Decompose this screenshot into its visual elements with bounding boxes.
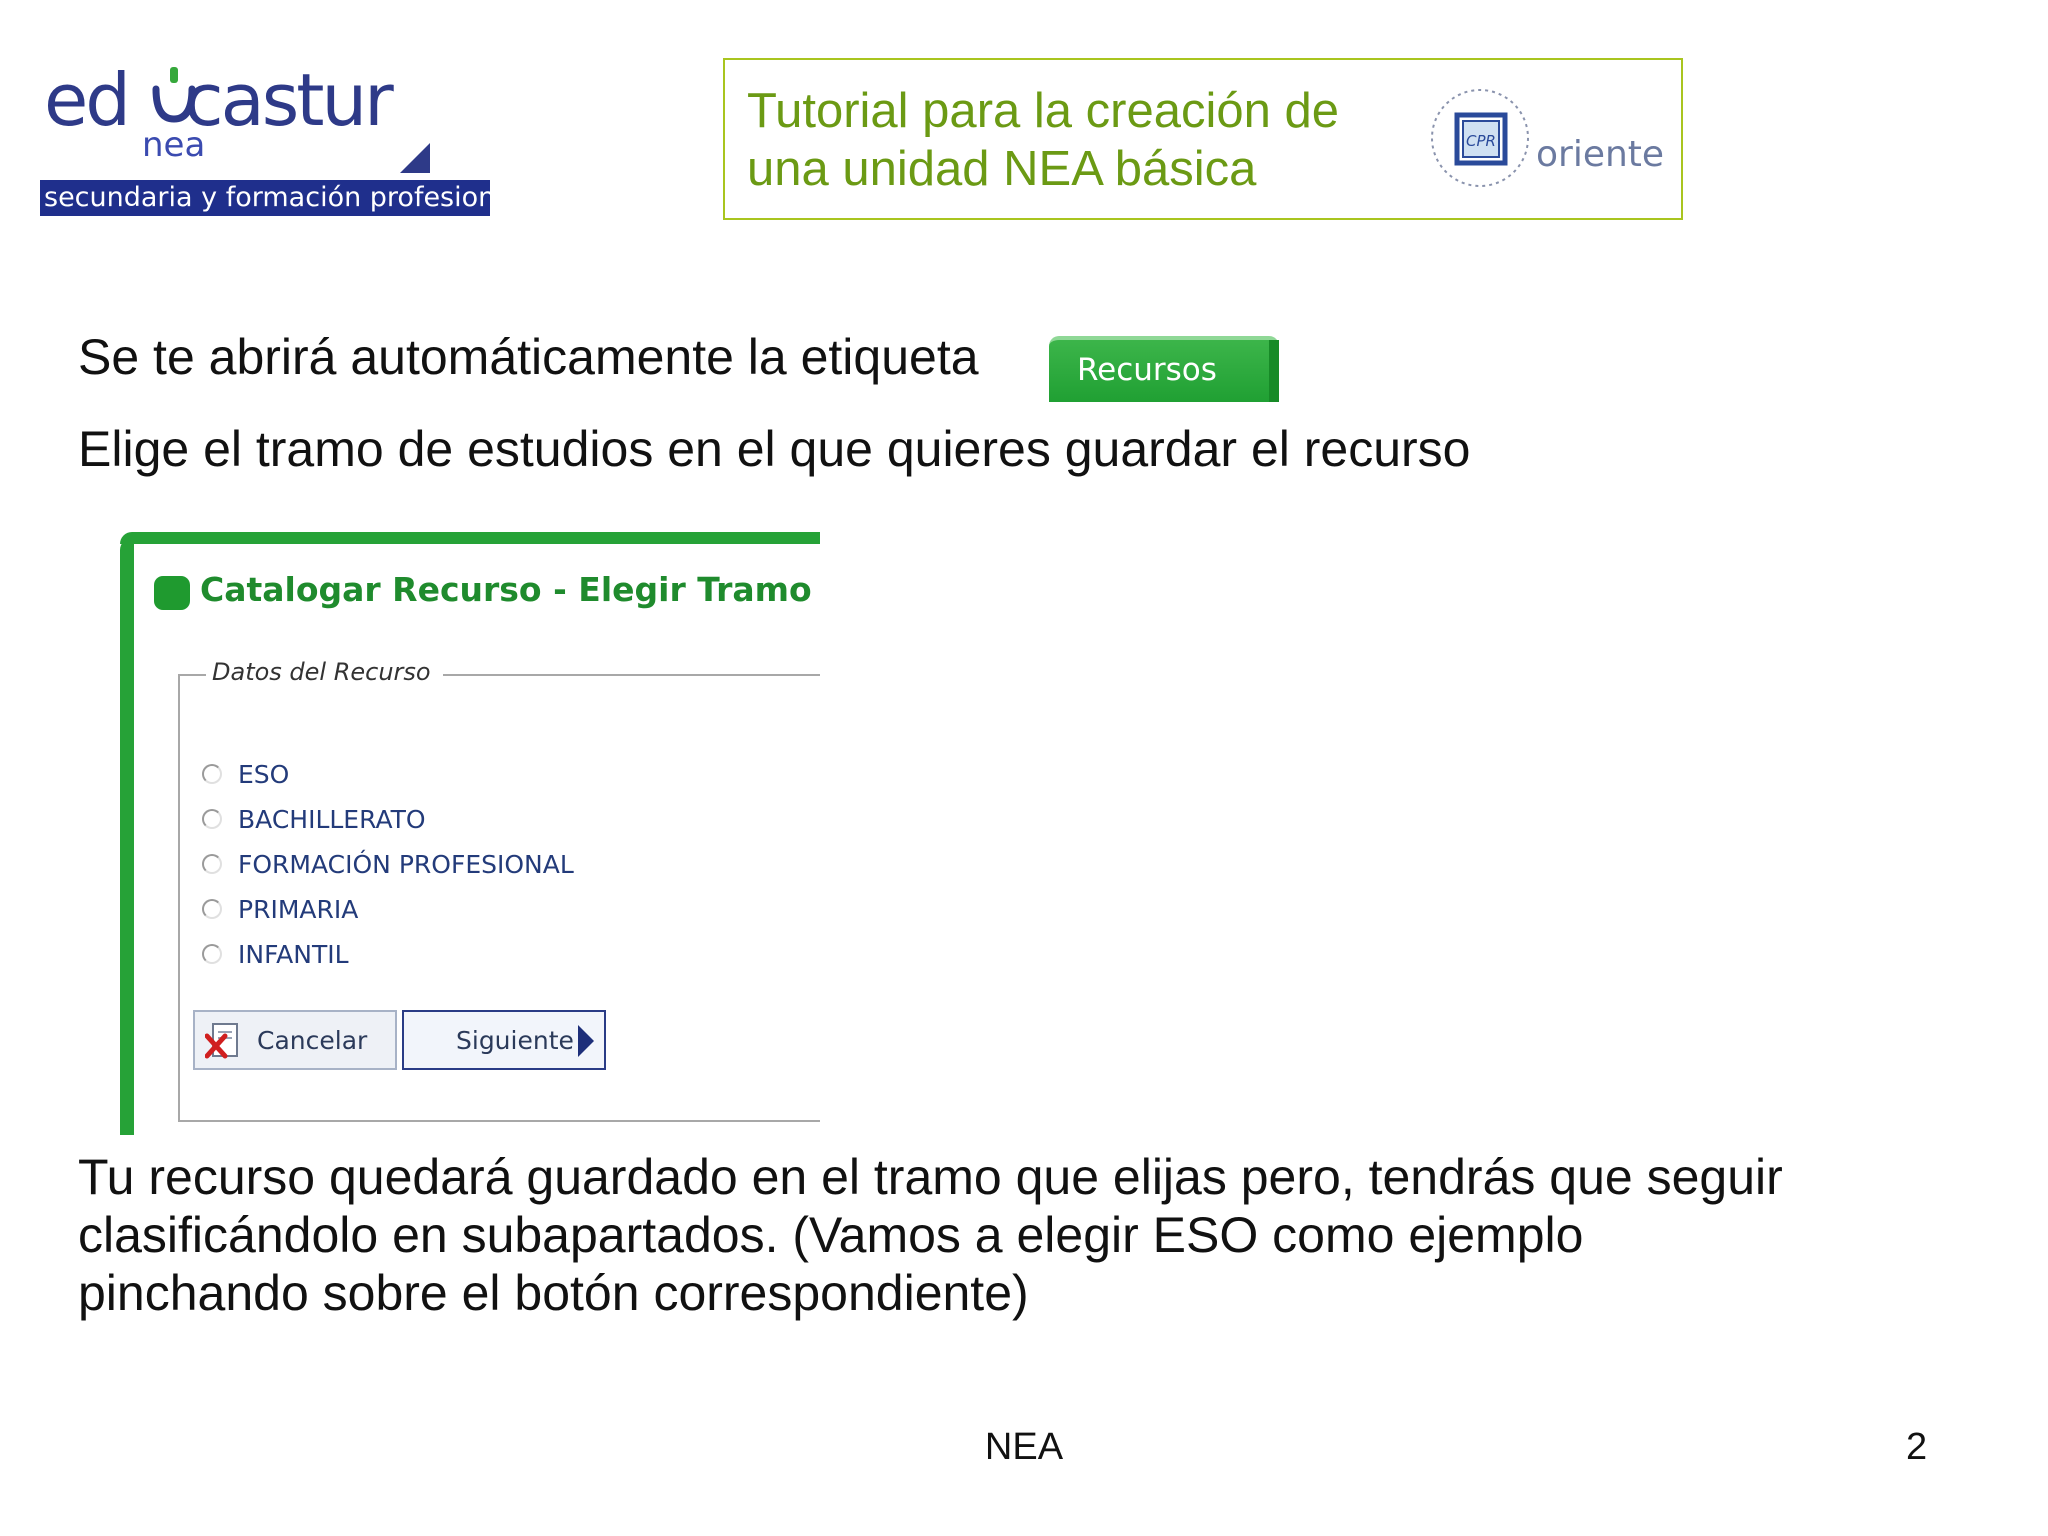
radio-option-infantil[interactable] — [202, 934, 349, 974]
page-number: 2 — [1906, 1426, 1928, 1468]
paragraph-line-1: Tu recurso quedará guardado en el tramo que elijas pero, tendrás que seguir — [78, 1149, 1783, 1205]
cancel-button[interactable] — [193, 1010, 397, 1070]
page-title — [747, 82, 1427, 198]
dialog-title: Catalogar Recurso - Elegir Tramo — [200, 570, 812, 609]
dialog-left-border — [120, 538, 134, 1135]
cpr-logo-text: CPR — [1466, 132, 1496, 150]
radio-button[interactable] — [202, 899, 222, 919]
radio-button[interactable] — [202, 854, 222, 874]
radio-option-primaria[interactable] — [202, 889, 358, 929]
logo-word-start: ed — [44, 58, 128, 142]
radio-label: INFANTIL — [238, 939, 349, 969]
dialog-bullet-icon — [154, 576, 190, 610]
radio-label: FORMACIÓN PROFESIONAL — [238, 849, 574, 879]
logo-sub: nea — [142, 125, 206, 165]
title-box — [723, 58, 1683, 220]
next-button[interactable] — [402, 1010, 606, 1070]
fieldset-legend: Datos del Recurso — [206, 658, 443, 686]
cpr-oriente-text: oriente — [1536, 134, 1665, 175]
explanation-paragraph — [78, 1148, 1918, 1322]
paragraph-line-3: pinchando sobre el botón correspondiente) — [78, 1265, 1029, 1321]
instruction-line-2: Elige el tramo de estudios en el que quieres guardar el recurso — [78, 421, 1471, 477]
radio-button[interactable] — [202, 944, 222, 964]
radio-label: BACHILLERATO — [238, 804, 426, 834]
educastur-logo — [40, 55, 520, 220]
radio-button[interactable] — [202, 809, 222, 829]
logo-triangle-icon — [400, 143, 430, 173]
tab-recursos-label: Recursos — [1077, 352, 1217, 388]
paragraph-line-2: clasificándolo en subapartados. (Vamos a elegir ESO como ejemplo — [78, 1207, 1584, 1263]
title-line-2: una unidad NEA básica — [747, 142, 1257, 196]
radio-button[interactable] — [202, 764, 222, 784]
logo-bar: secundaria y formación profesional — [40, 180, 490, 216]
cancel-button-label: Cancelar — [257, 1026, 368, 1055]
cpr-logo — [1425, 78, 1665, 203]
radio-label: ESO — [238, 759, 290, 789]
radio-option-bachillerato[interactable] — [202, 799, 426, 839]
catalog-dialog — [120, 528, 820, 1135]
cpr-seal-icon — [1425, 83, 1535, 193]
tab-recursos — [1049, 336, 1279, 402]
radio-option-eso[interactable] — [202, 754, 289, 794]
logo-word-end: castur — [184, 58, 391, 142]
footer-label: NEA — [984, 1426, 1064, 1468]
next-button-label: Siguiente — [456, 1026, 574, 1055]
radio-option-formacion-profesional[interactable] — [202, 844, 574, 884]
radio-label: PRIMARIA — [238, 894, 359, 924]
title-line-1: Tutorial para la creación de — [747, 84, 1339, 138]
dialog-top-border — [120, 532, 820, 544]
instruction-line-1: Se te abrirá automáticamente la etiqueta — [78, 329, 979, 385]
cancel-document-icon — [205, 1022, 239, 1060]
arrow-right-icon — [578, 1025, 594, 1057]
tab-shade — [1269, 340, 1279, 402]
